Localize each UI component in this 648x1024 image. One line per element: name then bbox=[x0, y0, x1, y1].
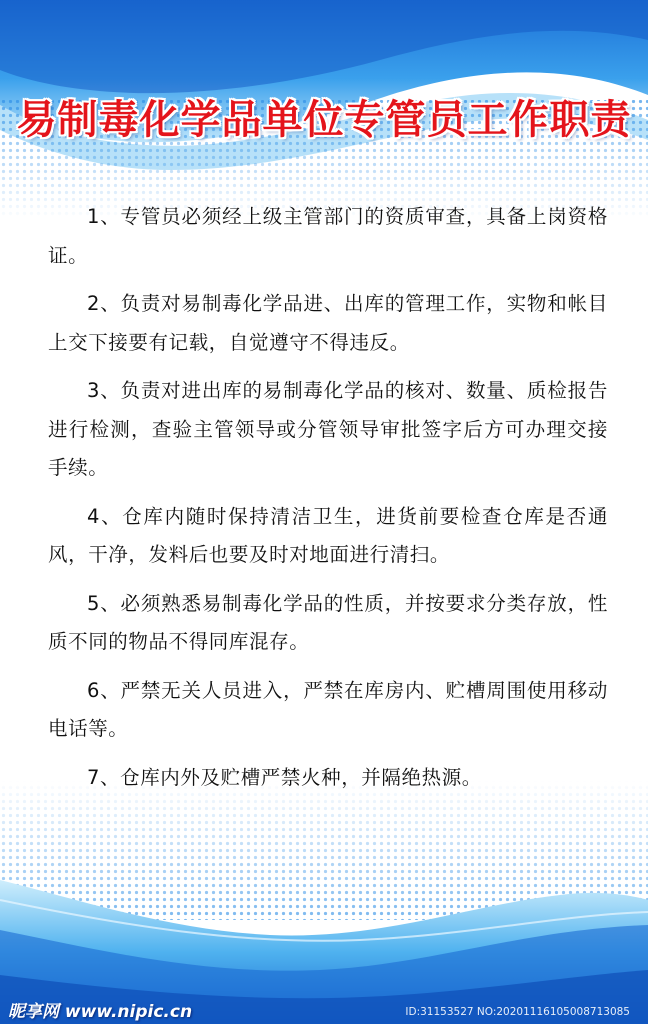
duty-list bbox=[48, 198, 608, 807]
watermark-logo: 昵享网 www.nipic.cn bbox=[8, 1002, 193, 1022]
poster-title: 易制毒化学品单位专管员工作职责 bbox=[16, 97, 632, 143]
duty-item: 3、负责对进出库的易制毒化学品的核对、数量、质检报告进行检测，查验主管领导或分管领导审批签字后方可办理交接手续。 bbox=[48, 379, 608, 479]
duty-item: 6、严禁无关人员进入，严禁在库房内、贮槽周围使用移动电话等。 bbox=[48, 678, 608, 740]
duty-item: 2、负责对易制毒化学品进、出库的管理工作，实物和帐目上交下接要有记载，自觉遵守不得违反。 bbox=[48, 292, 608, 354]
duty-item: 1、专管员必须经上级主管部门的资质审查，具备上岗资格证。 bbox=[48, 205, 608, 267]
duty-item: 4、仓库内随时保持清洁卫生，进货前要检查仓库是否通风，干净，发料后也要及时对地面进行清扫。 bbox=[48, 504, 608, 566]
duty-item: 7、仓库内外及贮槽严禁火种，并隔绝热源。 bbox=[87, 765, 482, 789]
duty-item: 5、必须熟悉易制毒化学品的性质，并按要求分类存放，性质不同的物品不得同库混存。 bbox=[48, 591, 608, 653]
watermark-id: ID:31153527 NO:20201116105008713085 bbox=[405, 1006, 630, 1018]
